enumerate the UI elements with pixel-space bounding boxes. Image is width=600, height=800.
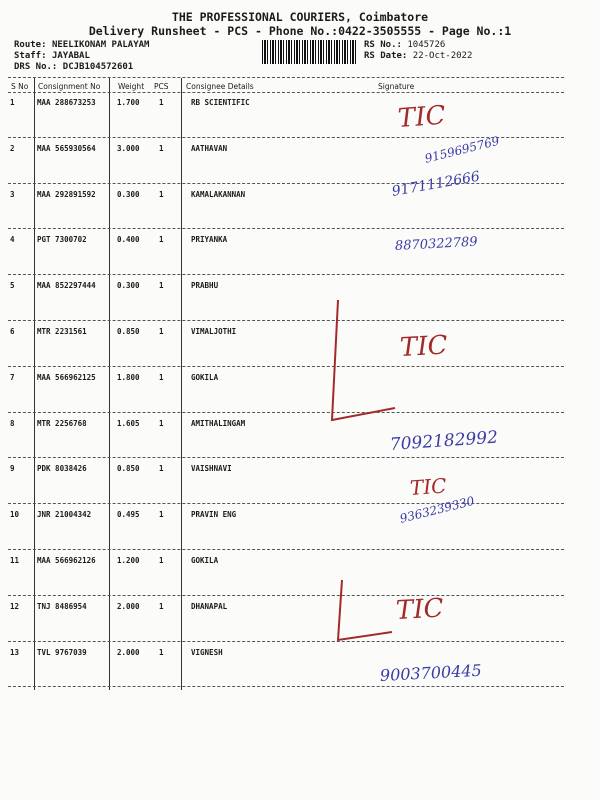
row-pcs: 1: [159, 510, 164, 520]
row-consignee: AMITHALINGAM: [191, 418, 246, 428]
row-consignee: PRAVIN ENG: [191, 510, 237, 520]
row-consignee: KAMALAKANNAN: [191, 189, 246, 199]
row-weight: 0.850: [117, 464, 140, 474]
row-divider: [8, 503, 564, 504]
row-pcs: 1: [159, 418, 164, 428]
row-signature: 7092182992: [389, 427, 499, 455]
row-consignment-no: MTR 2231561: [37, 327, 87, 336]
col-header-pcs: PCS: [154, 82, 169, 91]
row-consignment-no: TVL 9767039: [37, 647, 87, 657]
route-line: [14, 40, 149, 50]
row-pcs: 1: [159, 647, 164, 657]
row-divider: [8, 366, 564, 367]
row-weight: 0.300: [117, 189, 140, 199]
company-title: THE PROFESSIONAL COURIERS, Coimbatore: [171, 10, 429, 24]
drs-line: [14, 62, 133, 72]
row-consignment-no: PDK 8038426: [37, 464, 87, 474]
row-pcs: 1: [159, 281, 164, 291]
row-sno: 4: [10, 235, 15, 245]
row-consignment-no: MAA 565930564: [37, 143, 96, 153]
row-divider: [8, 320, 564, 321]
row-weight: 0.850: [117, 327, 140, 336]
row-consignee: GOKILA: [191, 556, 219, 565]
drs-label: DRS No.:: [14, 62, 58, 72]
column-divider: [109, 78, 110, 690]
rs-no-line: [364, 40, 445, 50]
table-top-rule: [8, 77, 564, 78]
row-divider: [8, 274, 564, 275]
column-divider: [181, 78, 182, 690]
row-sno: 13: [10, 647, 20, 657]
row-divider: [8, 457, 564, 458]
row-divider: [8, 595, 564, 596]
row-consignment-no: MTR 2256768: [37, 418, 87, 428]
row-consignee: VAISHNAVI: [191, 464, 232, 474]
row-sno: 7: [10, 372, 15, 382]
col-header-signature: Signature: [378, 82, 415, 91]
row-sno: 5: [10, 281, 15, 291]
row-weight: 1.200: [117, 556, 140, 565]
row-pcs: 1: [159, 556, 164, 565]
row-signature: TIC: [396, 100, 447, 134]
staff-line: [14, 51, 90, 61]
row-pcs: 1: [159, 235, 164, 245]
row-consignee: AATHAVAN: [191, 143, 228, 153]
row-consignee: RB SCIENTIFIC: [191, 98, 250, 107]
column-divider: [34, 78, 35, 690]
col-header-weight: Weight: [118, 82, 145, 91]
row-sno: 1: [10, 98, 15, 107]
row-pcs: 1: [159, 372, 164, 382]
row-signature: 9159695769: [423, 133, 501, 166]
rs-no-value: 1045726: [407, 40, 446, 50]
row-weight: 1.605: [117, 418, 140, 428]
row-weight: 3.000: [117, 143, 140, 153]
row-consignee: GOKILA: [191, 372, 219, 382]
row-weight: 0.400: [117, 235, 140, 245]
row-divider: [8, 228, 564, 229]
row-signature: 9003700445: [379, 660, 483, 685]
barcode: [262, 40, 356, 64]
row-consignment-no: MAA 288673253: [37, 98, 96, 107]
drs-value: DCJB104572601: [62, 62, 134, 72]
row-pcs: 1: [159, 327, 164, 336]
row-signature: TIC: [409, 473, 448, 501]
row-consignment-no: MAA 566962125: [37, 372, 96, 382]
header-bottom-rule: [8, 92, 564, 93]
row-signature: 9363239330: [398, 493, 476, 526]
col-header-consignment: Consignment No: [38, 82, 101, 91]
row-divider: [8, 412, 564, 413]
row-weight: 0.495: [117, 510, 140, 520]
row-weight: 0.300: [117, 281, 140, 291]
row-consignee: VIGNESH: [191, 647, 223, 657]
rs-date-label: RS Date:: [364, 51, 408, 61]
row-consignment-no: MAA 292891592: [37, 189, 96, 199]
row-sno: 6: [10, 327, 15, 336]
row-consignee: VIMALJOTHI: [191, 327, 237, 336]
row-signature: TIC: [399, 330, 449, 363]
row-consignment-no: JNR 21004342: [37, 510, 92, 520]
rs-no-label: RS No.:: [364, 40, 402, 50]
row-sno: 8: [10, 418, 15, 428]
row-weight: 1.800: [117, 372, 140, 382]
rs-date-line: [364, 51, 472, 61]
row-sno: 11: [10, 556, 20, 565]
row-pcs: 1: [159, 464, 164, 474]
row-divider: [8, 549, 564, 550]
row-pcs: 1: [159, 601, 164, 611]
staff-value: JAYABAL: [51, 51, 90, 61]
row-divider: [8, 641, 564, 642]
row-consignment-no: MAA 566962126: [37, 556, 96, 565]
row-consignment-no: TNJ 8486954: [37, 601, 87, 611]
row-divider: [8, 686, 564, 687]
row-signature: 9171112666: [390, 168, 482, 200]
route-label: Route:: [14, 40, 47, 50]
row-pcs: 1: [159, 189, 164, 199]
staff-label: Staff:: [14, 51, 47, 61]
row-signature: 8870322789: [394, 235, 478, 255]
row-pcs: 1: [159, 98, 164, 107]
col-header-consignee: Consignee Details: [186, 82, 254, 91]
row-sno: 12: [10, 601, 20, 611]
row-sno: 2: [10, 143, 15, 153]
row-weight: 1.700: [117, 98, 140, 107]
row-consignment-no: PGT 7300702: [37, 235, 87, 245]
row-consignee: DHANAPAL: [191, 601, 228, 611]
row-weight: 2.000: [117, 601, 140, 611]
row-consignment-no: MAA 852297444: [37, 281, 96, 291]
row-sno: 10: [10, 510, 20, 520]
row-weight: 2.000: [117, 647, 140, 657]
runsheet-subtitle: Delivery Runsheet - PCS - Phone No.:0422-3505555 - Page No.:1: [88, 24, 512, 38]
row-consignee: PRIYANKA: [191, 235, 228, 245]
rs-date-value: 22-Oct-2022: [412, 51, 473, 61]
row-signature: TIC: [395, 593, 445, 626]
col-header-sno: S No: [11, 82, 29, 91]
row-sno: 3: [10, 189, 15, 199]
row-sno: 9: [10, 464, 15, 474]
route-value: NEELIKONAM PALAYAM: [51, 40, 150, 50]
row-pcs: 1: [159, 143, 164, 153]
row-consignee: PRABHU: [191, 281, 219, 291]
